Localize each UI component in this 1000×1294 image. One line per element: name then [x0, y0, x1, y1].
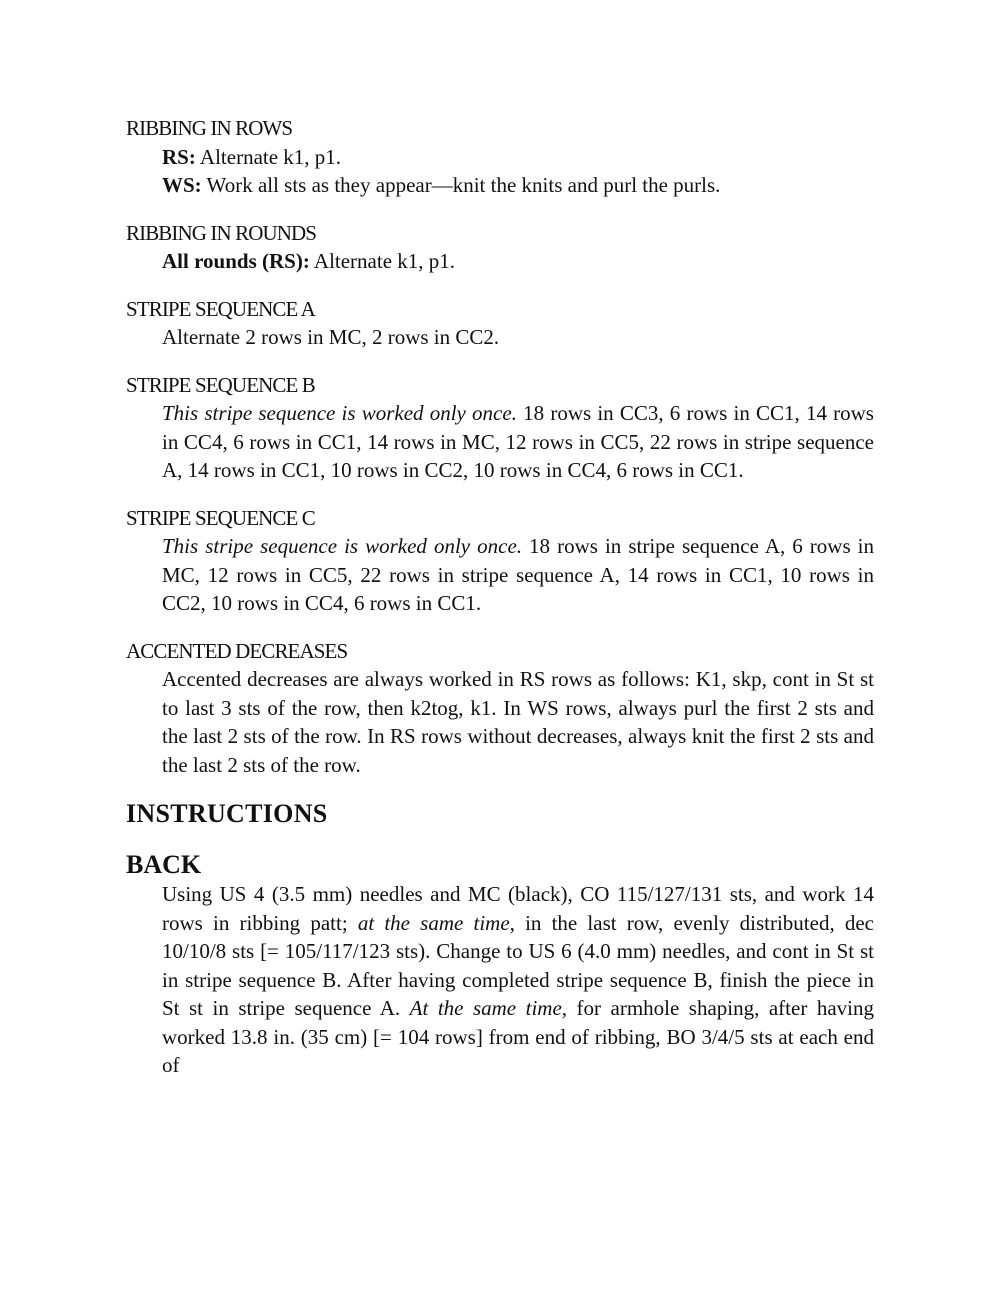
- section-body: [162, 143, 874, 200]
- section-title: ACCENTED DECREASES: [126, 638, 348, 663]
- section-title: RIBBING IN ROWS: [126, 116, 293, 140]
- section-title: RIBBING IN ROUNDS: [126, 220, 317, 245]
- section-title: STRIPE SEQUENCE B: [126, 372, 315, 397]
- body-text: 18 rows in stripe sequence A, 6 rows in MC, 12 rows in CC5, 22 rows in stripe sequence A, 14 rows in CC1, 10 rows in CC2, 10 rows in CC4, 6 rows in CC1.: [162, 534, 874, 615]
- back-italic-1: at the same time: [357, 910, 510, 935]
- ws-instruction: [162, 171, 874, 200]
- section-stripe-sequence-b: [126, 371, 874, 485]
- back-text-2: , in the last row, evenly distributed, dec 10/10/8 sts [= 105/117/123 sts). Change to US 6 (4.0 mm) needles, and cont in St st in stripe sequence B. After having completed stripe sequence B, finish the piece in St st in stripe sequence A.: [162, 910, 875, 1020]
- section-title: STRIPE SEQUENCE C: [126, 505, 315, 530]
- back-heading: BACK: [126, 850, 202, 879]
- rs-text: Alternate k1, p1.: [195, 144, 342, 169]
- rs-instruction: [162, 143, 874, 172]
- italic-note: This stripe sequence is worked only once.: [162, 401, 517, 425]
- ws-text: Work all sts as they appear—knit the knits and purl the purls.: [201, 173, 721, 197]
- ws-label: WS:: [162, 173, 202, 197]
- section-body: [162, 247, 874, 276]
- section-ribbing-in-rows: [126, 114, 874, 200]
- back-body: [162, 880, 874, 1080]
- section-stripe-sequence-c: [126, 504, 874, 618]
- section-body: Alternate 2 rows in MC, 2 rows in CC2.: [162, 325, 500, 349]
- back-text-3: , for armhole shaping, after having worked 13.8 in. (35 cm) [= 104 rows] from end of ribbing, BO 3/4/5 sts at each end of: [162, 996, 874, 1077]
- section-body: [162, 532, 874, 618]
- instructions-heading: INSTRUCTIONS: [126, 799, 328, 828]
- back-text-1: Using US 4 (3.5 mm) needles and MC (black), CO 115/127/131 sts, and work 14 rows in ribbing patt;: [162, 882, 874, 935]
- rounds-text: Alternate k1, p1.: [309, 249, 456, 273]
- italic-note: This stripe sequence is worked only once.: [162, 534, 523, 558]
- back-italic-2: At the same time: [409, 996, 562, 1020]
- section-stripe-sequence-a: [126, 295, 874, 352]
- rs-label: RS:: [162, 144, 196, 169]
- section-ribbing-in-rounds: [126, 219, 874, 276]
- rounds-label: All rounds (RS):: [162, 249, 310, 273]
- body-text: 18 rows in CC3, 6 rows in CC1, 14 rows in CC4, 6 rows in CC1, 14 rows in MC, 12 rows in CC5, 22 rows in stripe sequence A, 14 rows in CC1, 10 rows in CC2, 10 rows in CC4, 6 rows in CC1.: [162, 401, 874, 482]
- section-title: STRIPE SEQUENCE A: [126, 296, 315, 321]
- section-body: [162, 399, 874, 485]
- section-body: Accented decreases are always worked in RS rows as follows: K1, skp, cont in St st to last 3 sts of the row, then k2tog, k1. In WS rows, always purl the first 2 sts and the last 2 sts of the row. In RS rows without decreases, always knit the first 2 sts and the last 2 sts of the row.: [162, 667, 874, 777]
- document-page: [126, 114, 874, 1080]
- section-accented-decreases: [126, 637, 874, 780]
